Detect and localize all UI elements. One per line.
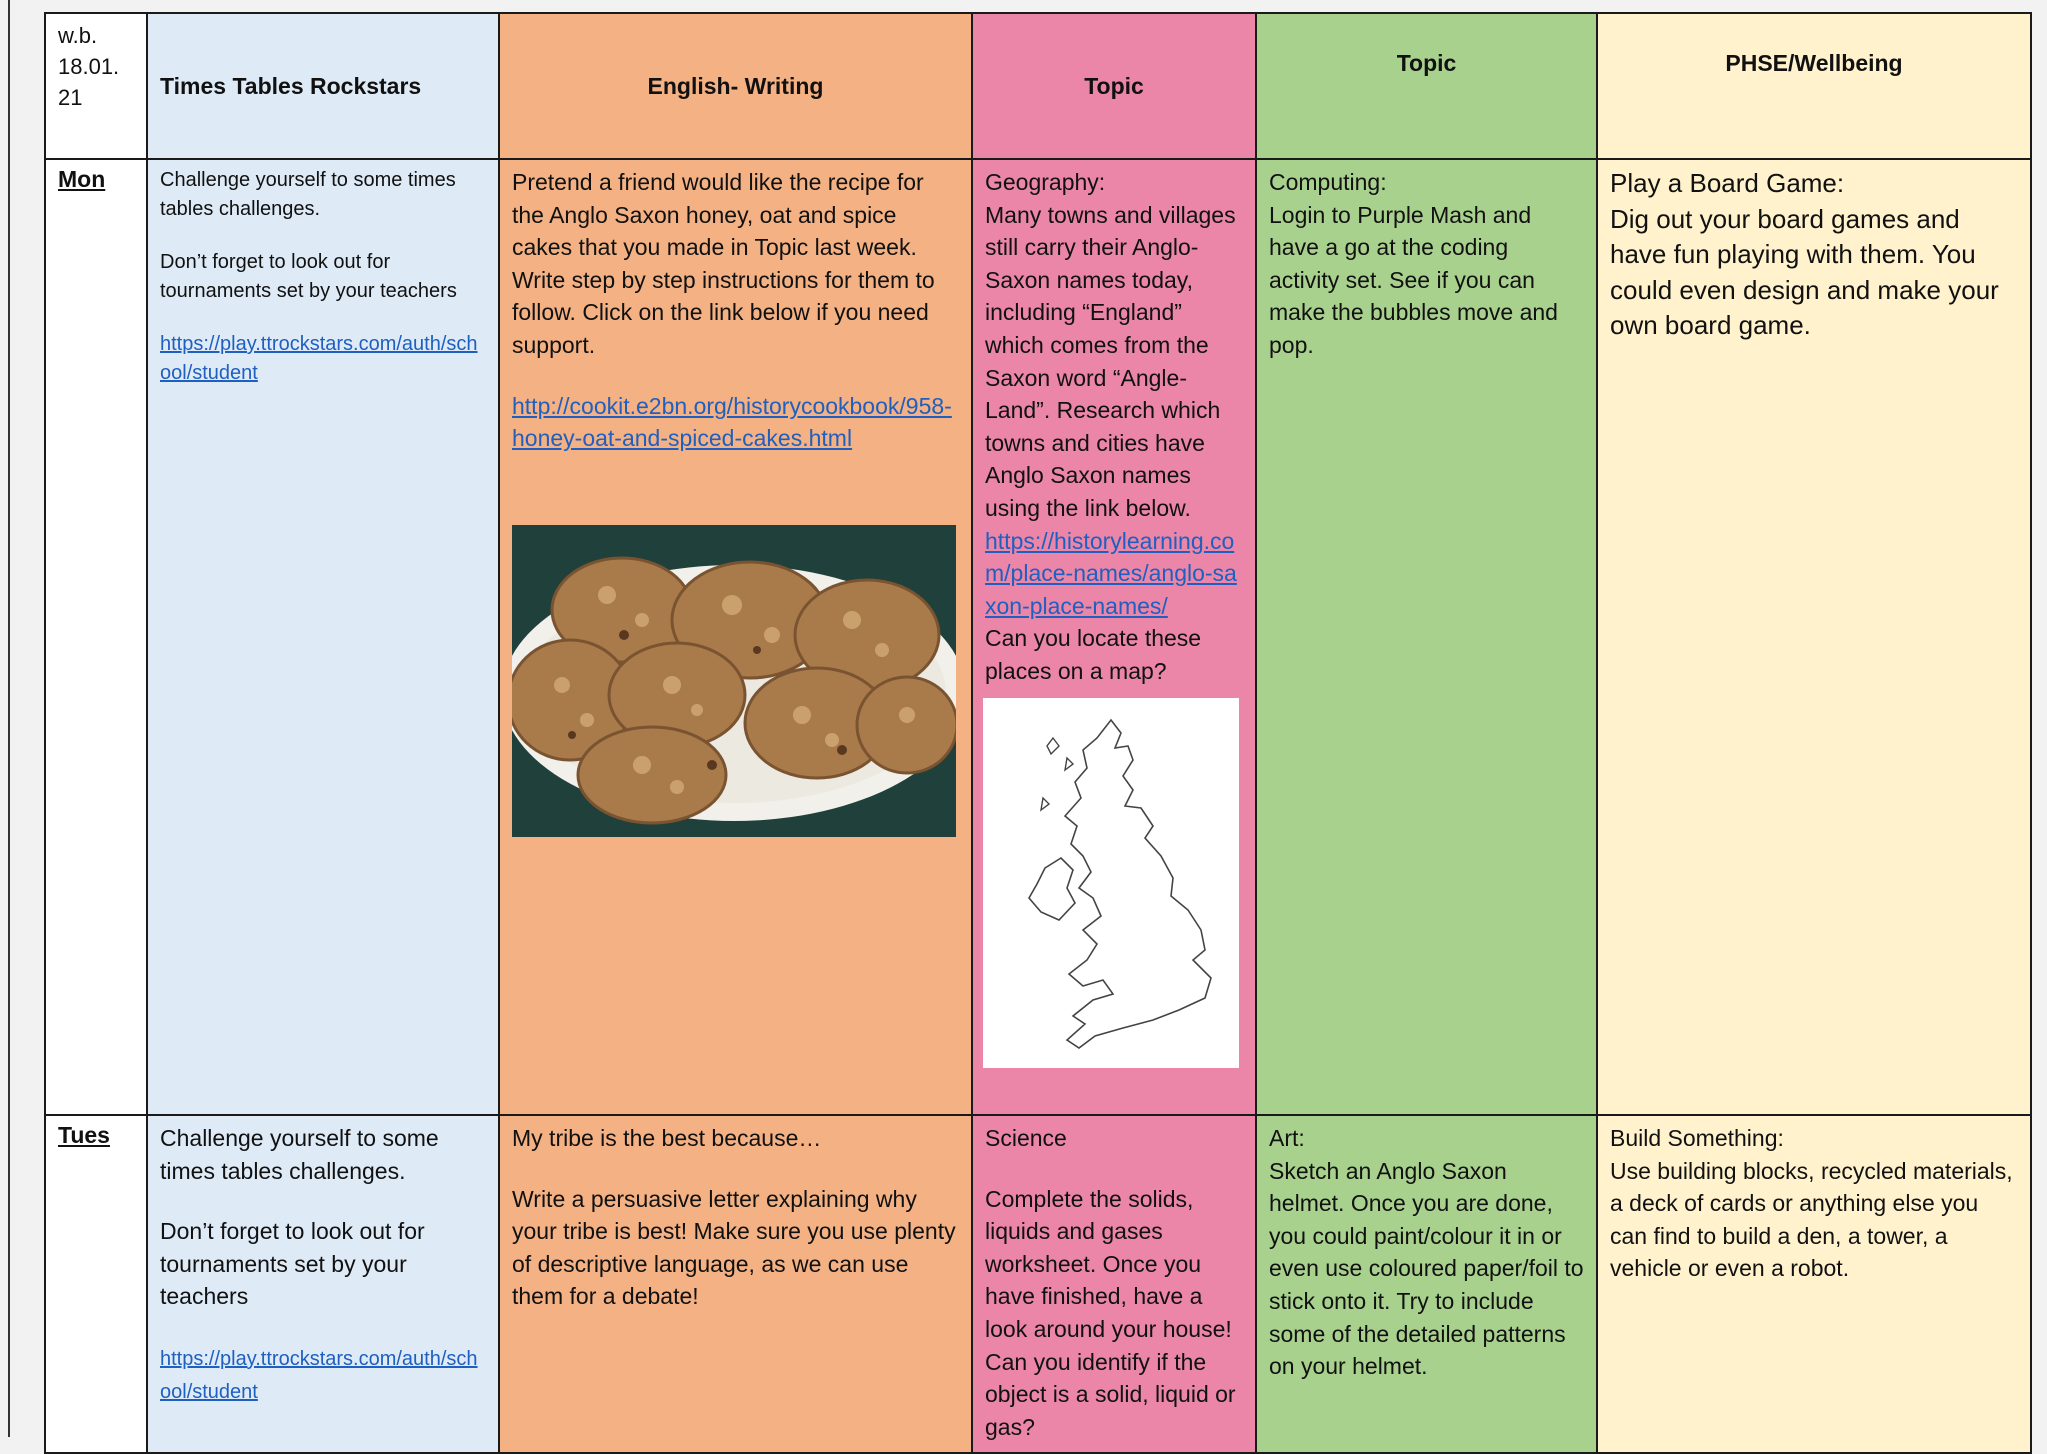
- mon-english-instructions: Pretend a friend would like the recipe for the Anglo Saxon honey, oat and spice cakes that you made in Topic last week. Write step by step instructions for them to follow. Click on the link below if you need support.: [512, 169, 935, 358]
- column-header-phse: PHSE/Wellbeing: [1597, 13, 2031, 159]
- column-header-topic-2: Topic: [1256, 13, 1597, 159]
- cell-tue-times-tables: [147, 1115, 499, 1453]
- mon-geography-text: Many towns and villages still carry their Anglo-Saxon names today, including “England” which comes from the Saxon word “Angle-Land”. Research which towns and cities have Anglo Saxon names using the link below.: [985, 201, 1236, 521]
- mon-tt-text-1: Challenge yourself to some times tables challenges.: [160, 169, 456, 220]
- cell-mon-topic-computing: [1256, 159, 1597, 1115]
- day-label-tuesday: Tues: [45, 1115, 147, 1453]
- week-beginning-label: w.b. 18.01. 21: [45, 13, 147, 159]
- mon-computing-text: Login to Purple Mash and have a go at the coding activity set. See if you can make the bubbles move and pop.: [1269, 201, 1558, 358]
- tue-science-text: Complete the solids, liquids and gases worksheet. Once you have finished, have a look around your house! Can you identify if the object is a solid, liquid or gas?: [985, 1185, 1236, 1440]
- tue-tt-text-2: Don’t forget to look out for tournaments set by your teachers: [160, 1218, 425, 1310]
- mon-historylearning-link[interactable]: https://historylearning.com/place-names/anglo-saxon-place-names/: [985, 527, 1237, 619]
- weekly-home-learning-table: [44, 12, 2032, 1454]
- cell-tue-topic-science: [972, 1115, 1256, 1453]
- cell-mon-english: [499, 159, 972, 1115]
- tue-art-title: Art:: [1269, 1125, 1305, 1151]
- uk-outline-map-image: [983, 698, 1239, 1068]
- day-label-monday: Mon: [45, 159, 147, 1115]
- table-row-tuesday: [45, 1115, 2031, 1453]
- column-header-english: English- Writing: [499, 13, 972, 159]
- mon-tt-text-2: Don’t forget to look out for tournaments set by your teachers: [160, 251, 457, 302]
- cell-mon-topic-geography: [972, 159, 1256, 1115]
- cell-tue-phse: [1597, 1115, 2031, 1453]
- mon-ttrockstars-link[interactable]: https://play.ttrockstars.com/auth/school/student: [160, 333, 478, 384]
- tue-phse-text: Use building blocks, recycled materials, a deck of cards or anything else you can find to build a den, a tower, a vehicle or even a robot.: [1610, 1157, 2013, 1282]
- mon-computing-title: Computing:: [1269, 169, 1387, 195]
- honey-oat-cakes-image: [512, 525, 956, 837]
- mon-phse-title: Play a Board Game:: [1610, 168, 1845, 198]
- tue-tt-text-1: Challenge yourself to some times tables challenges.: [160, 1125, 439, 1184]
- mon-cookbook-link[interactable]: http://cookit.e2bn.org/historycookbook/958-honey-oat-and-spiced-cakes.html: [512, 392, 952, 452]
- mon-geography-question: Can you locate these places on a map?: [985, 625, 1202, 684]
- tue-english-title: My tribe is the best because…: [512, 1125, 822, 1151]
- tue-science-title: Science: [985, 1125, 1067, 1151]
- column-header-topic-1: Topic: [972, 13, 1256, 159]
- cell-tue-topic-art: [1256, 1115, 1597, 1453]
- tue-phse-title: Build Something:: [1610, 1125, 1784, 1151]
- cell-tue-english: [499, 1115, 972, 1453]
- page-left-edge: [0, 0, 10, 1437]
- header-row: [45, 13, 2031, 159]
- cell-mon-phse: [1597, 159, 2031, 1115]
- cell-mon-times-tables: [147, 159, 499, 1115]
- mon-phse-text: Dig out your board games and have fun playing with them. You could even design and make your own board game.: [1610, 203, 1999, 340]
- tue-ttrockstars-link[interactable]: https://play.ttrockstars.com/auth/school/student: [160, 1347, 478, 1403]
- tue-art-text: Sketch an Anglo Saxon helmet. Once you are done, you could paint/colour it in or even use coloured paper/foil to stick onto it. Try to include some of the detailed patterns on your helmet.: [1269, 1157, 1584, 1380]
- tue-english-text: Write a persuasive letter explaining why your tribe is best! Make sure you use plenty of descriptive language, as we can use them for a debate!: [512, 1185, 956, 1310]
- table-row-monday: [45, 159, 2031, 1115]
- column-header-times-tables: Times Tables Rockstars: [147, 13, 499, 159]
- mon-geography-title: Geography:: [985, 169, 1106, 195]
